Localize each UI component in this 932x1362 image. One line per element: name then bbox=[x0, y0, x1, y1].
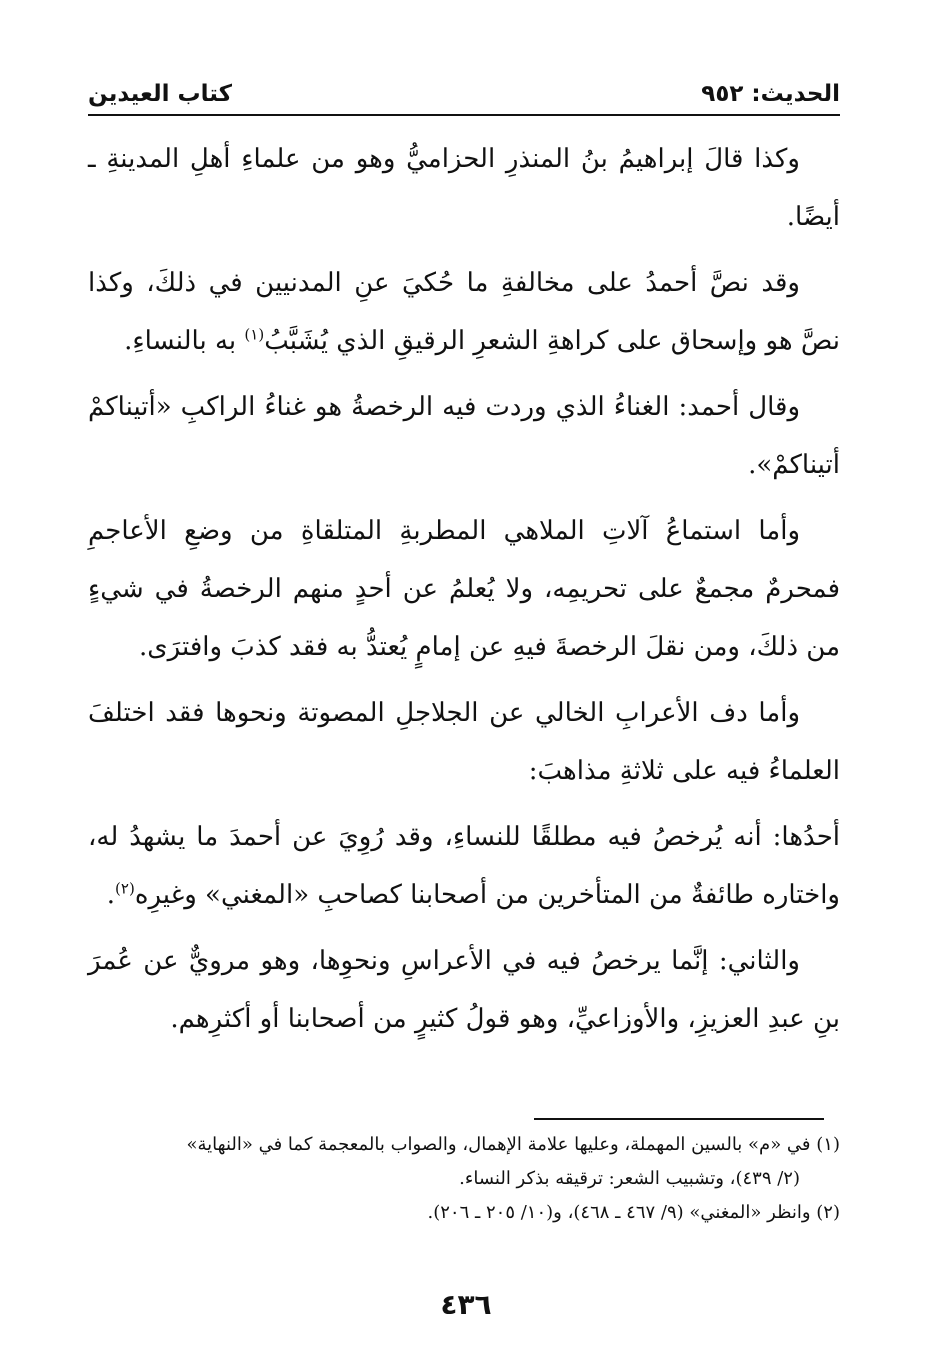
footnote: (٢) وانظر «المغني» (٩/ ٤٦٧ ـ ٤٦٨)، و(١٠/ ٢٠٥ ـ ٢٠٦). bbox=[427, 1202, 840, 1223]
footnote-reference[interactable]: (١) bbox=[244, 325, 265, 344]
hadith-number: ٩٥٢ bbox=[701, 81, 744, 107]
page-number: ٤٣٦ bbox=[440, 1288, 492, 1321]
paragraph bbox=[88, 808, 840, 924]
book-title-text: كتاب العيدين bbox=[88, 81, 233, 107]
running-header bbox=[88, 76, 840, 112]
paragraph-text: وكذا قالَ إبراهيمُ بنُ المنذرِ الحزاميُّ وهو من علماءِ أهلِ المدينةِ ـ أيضًا. bbox=[88, 144, 840, 232]
paragraph-text: والثاني: إنَّما يرخصُ فيه في الأعراسِ ونحوِها، وهو مرويٌّ عن عُمرَ بنِ عبدِ العزيزِ، والأوزاعيِّ، وهو قولُ كثيرٍ من أصحابنا أو أكثرِهم. bbox=[88, 946, 840, 1034]
paragraph bbox=[88, 130, 840, 246]
paragraph-text: وقد نصَّ أحمدُ على مخالفةِ ما حُكيَ عنِ المدنيين في ذلكَ، وكذا نصَّ هو وإسحاق على كراهةِ الشعرِ الرقيقِ الذي يُشَبَّبُ bbox=[88, 268, 840, 356]
footnotes bbox=[88, 1128, 840, 1230]
footnote-divider bbox=[534, 1118, 824, 1120]
paragraph-text: أحدُها: أنه يُرخصُ فيه مطلقًا للنساءِ، وقد رُوِيَ عن أحمدَ ما يشهدُ له، واختاره طائفةٌ من المتأخرين من أصحابنا كصاحبِ «المغني» وغيرِه bbox=[88, 822, 840, 910]
footnote: (١) في «م» بالسين المهملة، وعليها علامة الإهمال، والصواب بالمعجمة كما في «النهاية» bbox=[186, 1134, 840, 1155]
paragraph bbox=[88, 932, 840, 1048]
paragraph-text: وأما دف الأعرابِ الخالي عن الجلاجلِ المصوتة ونحوها فقد اختلفَ العلماءُ فيه على ثلاثةِ مذاهبَ: bbox=[88, 698, 840, 786]
hadith-label: الحديث: bbox=[751, 81, 840, 107]
paragraph bbox=[88, 254, 840, 370]
paragraph-text: به بالنساءِ. bbox=[124, 326, 245, 356]
footnote-continuation: (٢/ ٤٣٩)، وتشبيب الشعر: ترقيقه بذكر النساء. bbox=[459, 1168, 800, 1189]
paragraph-text: وقال أحمد: الغناءُ الذي وردت فيه الرخصةُ هو غناءُ الراكبِ «أتيناكمْ أتيناكمْ». bbox=[88, 392, 840, 480]
paragraph bbox=[88, 502, 840, 676]
paragraph bbox=[88, 378, 840, 494]
book-title bbox=[88, 81, 232, 107]
main-text bbox=[88, 130, 840, 1056]
paragraph bbox=[88, 684, 840, 800]
paragraph-text: وأما استماعُ آلاتِ الملاهي المطربةِ المتلقاةِ من وضعِ الأعاجمِ فمحرمٌ مجمعٌ على تحريمِه، ولا يُعلمُ عن أحدٍ منهم الرخصةُ في شيءٍ من ذلكَ، ومن نقلَ الرخصةَ فيهِ عن إمامٍ يُعتدُّ به فقد كذبَ وافترَى. bbox=[88, 516, 840, 662]
footnote-reference[interactable]: (٢) bbox=[115, 879, 135, 898]
hadith-reference bbox=[701, 81, 840, 107]
paragraph-text: . bbox=[106, 880, 116, 910]
header-divider bbox=[88, 114, 840, 116]
